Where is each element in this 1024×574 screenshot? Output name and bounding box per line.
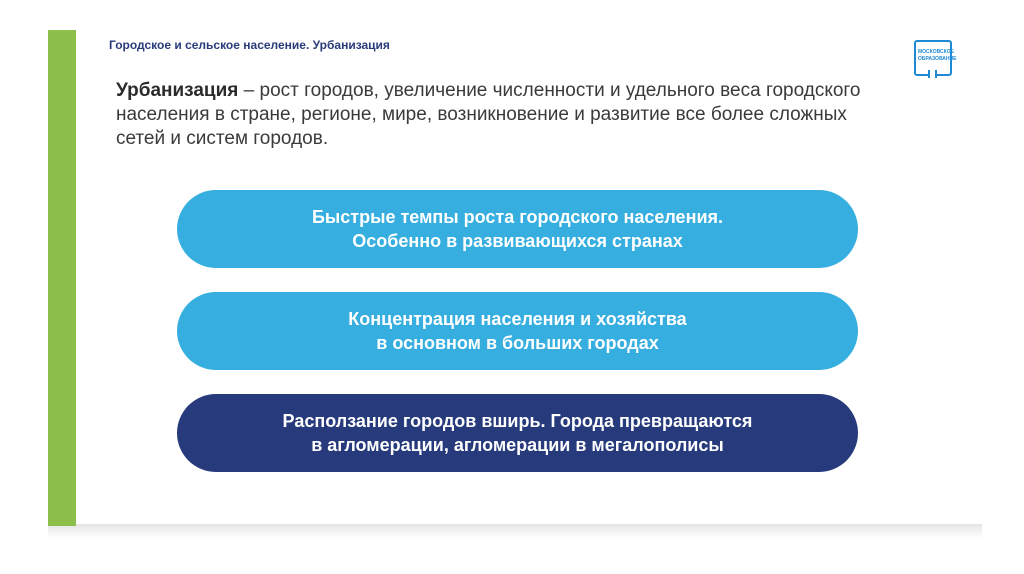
- point-card-2: [177, 292, 858, 370]
- logo-line-2: ОБРАЗОВАНИЕ: [918, 56, 957, 62]
- logo-line-1: МОСКОВСКОЕ: [918, 49, 954, 55]
- accent-bar: [48, 30, 76, 526]
- slide-header-title: Городское и сельское население. Урбанизация: [109, 38, 390, 52]
- logo-notch: [928, 70, 937, 78]
- point-card-3: [177, 394, 858, 472]
- point-card-1: [177, 190, 858, 268]
- point-text-2: Концентрация населения и хозяйства в основном в больших городах: [348, 309, 687, 353]
- definition-text: – рост городов, увеличение численности и удельного веса городского населения в стране, регионе, мире, возникновение и развитие все более сложных сетей и систем городов.: [116, 80, 861, 149]
- point-text-3: Расползание городов вширь. Города превращаются в агломерации, агломерации в мегалополисы: [282, 411, 753, 455]
- moscow-education-logo: [914, 40, 958, 78]
- slide-shadow: [48, 524, 982, 538]
- point-text-1: Быстрые темпы роста городского населения. Особенно в развивающихся странах: [311, 207, 724, 251]
- definition-paragraph: [116, 79, 876, 151]
- definition-term: Урбанизация: [116, 80, 239, 101]
- logo-text: [918, 49, 956, 63]
